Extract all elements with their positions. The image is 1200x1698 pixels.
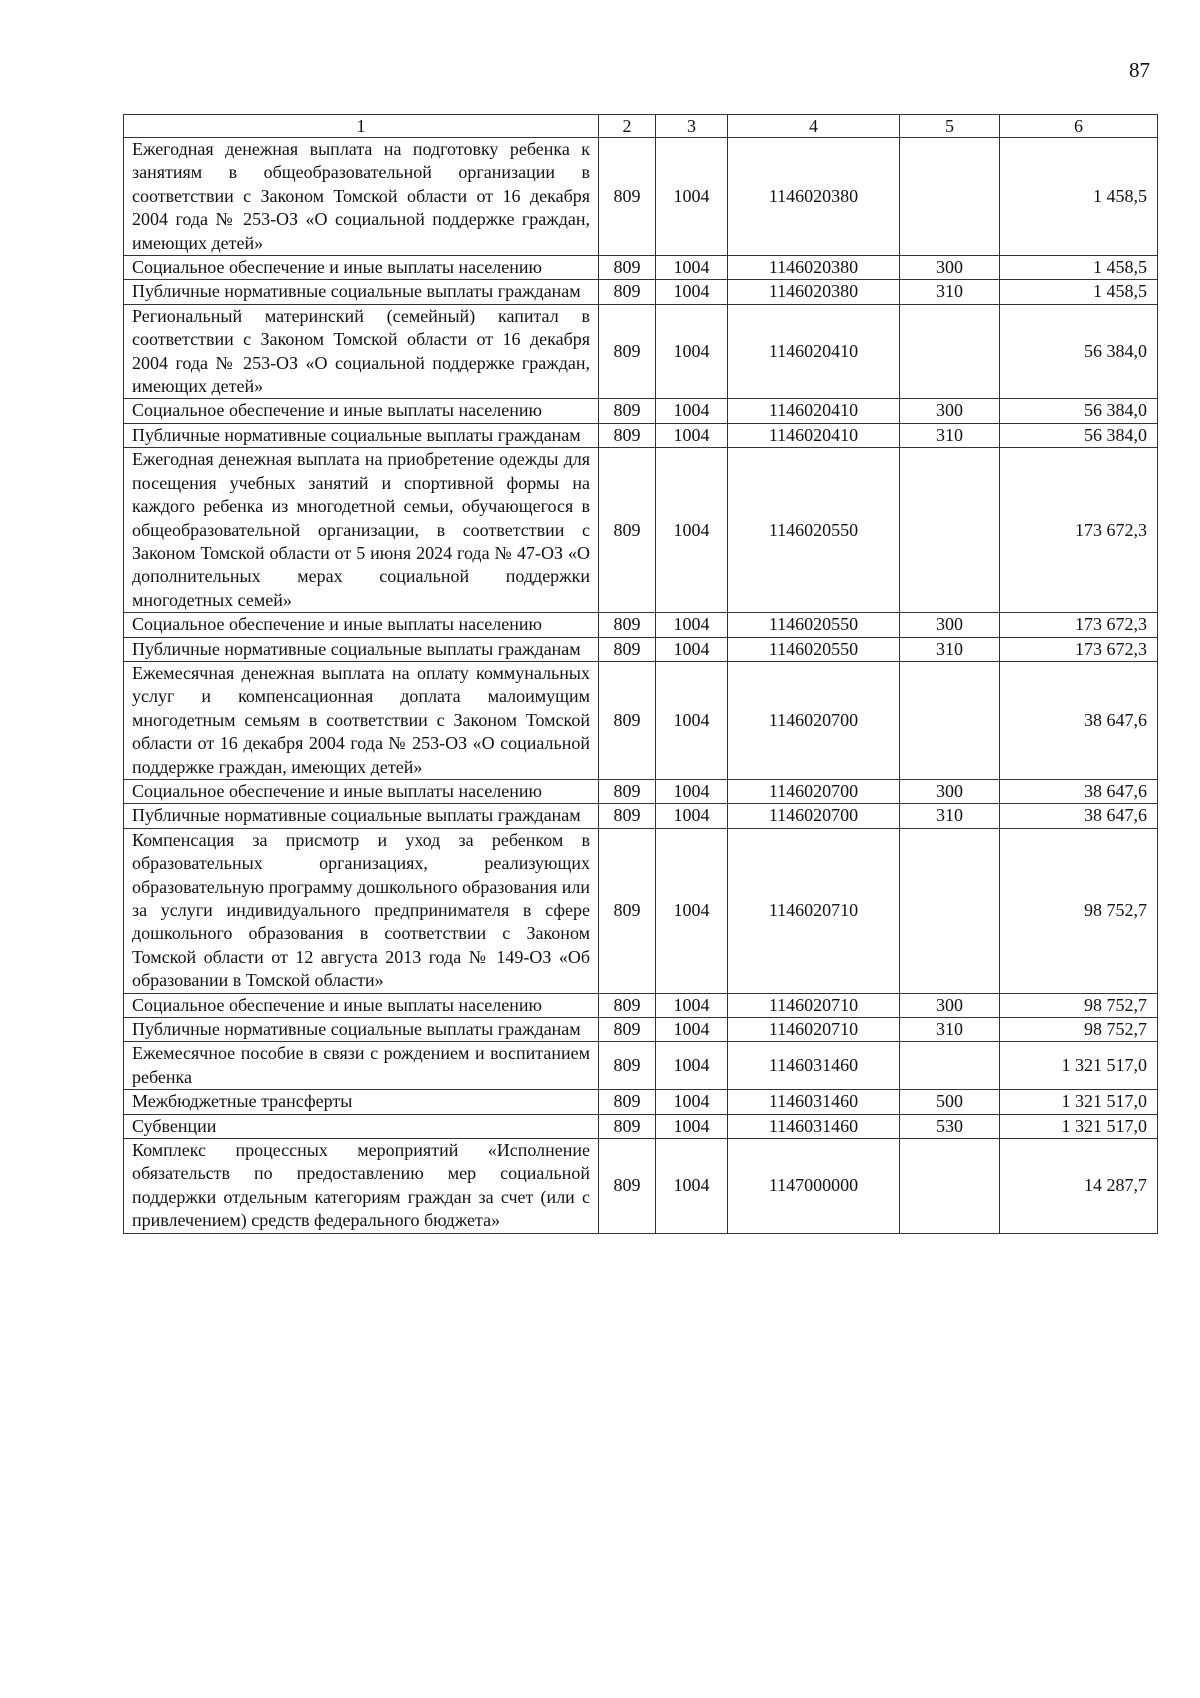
row-name-cell: Социальное обеспечение и иные выплаты населению — [124, 779, 599, 803]
row-amount-cell: 38 647,6 — [1000, 804, 1158, 828]
row-amount-cell: 98 752,7 — [1000, 1018, 1158, 1042]
table-row — [124, 448, 1158, 613]
table-row — [124, 1090, 1158, 1114]
table-row — [124, 804, 1158, 828]
row-rz-cell: 1004 — [656, 1090, 728, 1114]
table-row — [124, 613, 1158, 637]
row-vr-cell: 300 — [900, 399, 1000, 423]
header-cell: 6 — [1000, 115, 1158, 138]
row-amount-cell: 1 458,5 — [1000, 138, 1158, 256]
header-cell: 1 — [124, 115, 599, 138]
row-csr-cell: 1146020710 — [728, 828, 900, 993]
row-csr-cell: 1146031460 — [728, 1042, 900, 1090]
row-vr-cell: 310 — [900, 280, 1000, 304]
table-row — [124, 993, 1158, 1017]
row-gr-cell: 809 — [599, 993, 656, 1017]
row-vr-cell: 300 — [900, 993, 1000, 1017]
row-amount-cell: 98 752,7 — [1000, 828, 1158, 993]
row-gr-cell: 809 — [599, 779, 656, 803]
row-vr-cell — [900, 1139, 1000, 1234]
table-row — [124, 304, 1158, 399]
row-rz-cell: 1004 — [656, 613, 728, 637]
row-gr-cell: 809 — [599, 1042, 656, 1090]
table-row — [124, 1114, 1158, 1138]
row-name-cell: Субвенции — [124, 1114, 599, 1138]
row-amount-cell: 98 752,7 — [1000, 993, 1158, 1017]
row-csr-cell: 1146020380 — [728, 280, 900, 304]
row-rz-cell: 1004 — [656, 661, 728, 779]
row-vr-cell: 530 — [900, 1114, 1000, 1138]
row-rz-cell: 1004 — [656, 637, 728, 661]
row-name-cell: Межбюджетные трансферты — [124, 1090, 599, 1114]
row-csr-cell: 1146020550 — [728, 637, 900, 661]
row-rz-cell: 1004 — [656, 993, 728, 1017]
row-vr-cell: 310 — [900, 1018, 1000, 1042]
row-amount-cell: 38 647,6 — [1000, 779, 1158, 803]
row-gr-cell: 809 — [599, 280, 656, 304]
row-vr-cell: 500 — [900, 1090, 1000, 1114]
row-vr-cell: 310 — [900, 637, 1000, 661]
row-vr-cell: 300 — [900, 256, 1000, 280]
header-cell: 2 — [599, 115, 656, 138]
row-name-cell: Публичные нормативные социальные выплаты гражданам — [124, 1018, 599, 1042]
row-gr-cell: 809 — [599, 828, 656, 993]
row-vr-cell: 300 — [900, 613, 1000, 637]
row-gr-cell: 809 — [599, 661, 656, 779]
row-amount-cell: 1 321 517,0 — [1000, 1114, 1158, 1138]
row-name-cell: Комплекс процессных мероприятий «Исполнение обязательств по предоставлению мер социальной поддержки отдельным категориям граждан за счет (или с привлечением) средств федерального бюджета» — [124, 1139, 599, 1234]
row-name-cell: Публичные нормативные социальные выплаты гражданам — [124, 804, 599, 828]
table-header-row — [124, 115, 1158, 138]
row-amount-cell: 56 384,0 — [1000, 423, 1158, 447]
row-rz-cell: 1004 — [656, 304, 728, 399]
row-csr-cell: 1146020380 — [728, 256, 900, 280]
row-amount-cell: 173 672,3 — [1000, 637, 1158, 661]
row-name-cell: Социальное обеспечение и иные выплаты населению — [124, 993, 599, 1017]
row-csr-cell: 1147000000 — [728, 1139, 900, 1234]
row-csr-cell: 1146031460 — [728, 1090, 900, 1114]
row-csr-cell: 1146020550 — [728, 448, 900, 613]
row-rz-cell: 1004 — [656, 280, 728, 304]
table-row — [124, 1018, 1158, 1042]
row-csr-cell: 1146020710 — [728, 993, 900, 1017]
row-gr-cell: 809 — [599, 1090, 656, 1114]
table-row — [124, 1042, 1158, 1090]
row-vr-cell: 300 — [900, 779, 1000, 803]
row-name-cell: Социальное обеспечение и иные выплаты населению — [124, 399, 599, 423]
row-rz-cell: 1004 — [656, 1139, 728, 1234]
table-row — [124, 828, 1158, 993]
table-row — [124, 779, 1158, 803]
row-gr-cell: 809 — [599, 637, 656, 661]
row-gr-cell: 809 — [599, 304, 656, 399]
header-cell: 4 — [728, 115, 900, 138]
row-amount-cell: 38 647,6 — [1000, 661, 1158, 779]
row-vr-cell — [900, 661, 1000, 779]
row-csr-cell: 1146020410 — [728, 399, 900, 423]
table-row — [124, 399, 1158, 423]
row-gr-cell: 809 — [599, 399, 656, 423]
row-vr-cell — [900, 828, 1000, 993]
row-rz-cell: 1004 — [656, 256, 728, 280]
row-csr-cell: 1146020700 — [728, 779, 900, 803]
row-amount-cell: 1 458,5 — [1000, 256, 1158, 280]
row-vr-cell — [900, 304, 1000, 399]
row-csr-cell: 1146020410 — [728, 423, 900, 447]
row-name-cell: Публичные нормативные социальные выплаты гражданам — [124, 637, 599, 661]
row-rz-cell: 1004 — [656, 804, 728, 828]
row-vr-cell — [900, 448, 1000, 613]
row-rz-cell: 1004 — [656, 1042, 728, 1090]
table-row — [124, 1139, 1158, 1234]
row-rz-cell: 1004 — [656, 1018, 728, 1042]
row-vr-cell — [900, 138, 1000, 256]
row-amount-cell: 56 384,0 — [1000, 399, 1158, 423]
row-csr-cell: 1146020410 — [728, 304, 900, 399]
row-rz-cell: 1004 — [656, 1114, 728, 1138]
row-rz-cell: 1004 — [656, 828, 728, 993]
row-vr-cell — [900, 1042, 1000, 1090]
row-gr-cell: 809 — [599, 1114, 656, 1138]
row-amount-cell: 1 458,5 — [1000, 280, 1158, 304]
row-name-cell: Ежегодная денежная выплата на подготовку ребенка к занятиям в общеобразовательной организации в соответствии с Законом Томской области от 16 декабря 2004 года № 253-ОЗ «О социальной поддержке граждан, имеющих детей» — [124, 138, 599, 256]
row-amount-cell: 14 287,7 — [1000, 1139, 1158, 1234]
row-name-cell: Публичные нормативные социальные выплаты гражданам — [124, 280, 599, 304]
row-csr-cell: 1146031460 — [728, 1114, 900, 1138]
row-name-cell: Ежемесячная денежная выплата на оплату коммунальных услуг и компенсационная доплата малоимущим многодетным семьям в соответствии с Законом Томской области от 16 декабря 2004 года № 253-ОЗ «О социальной поддержке граждан, имеющих детей» — [124, 661, 599, 779]
row-name-cell: Ежегодная денежная выплата на приобретение одежды для посещения учебных занятий и спортивной формы на каждого ребенка из многодетной семьи, обучающегося в общеобразовательной организации, в соответствии с Законом Томской области от 5 июня 2024 года № 47-ОЗ «О дополнительных мерах социальной поддержки многодетных семей» — [124, 448, 599, 613]
row-vr-cell: 310 — [900, 423, 1000, 447]
row-amount-cell: 173 672,3 — [1000, 448, 1158, 613]
row-rz-cell: 1004 — [656, 423, 728, 447]
table-row — [124, 637, 1158, 661]
row-name-cell: Ежемесячное пособие в связи с рождением и воспитанием ребенка — [124, 1042, 599, 1090]
row-gr-cell: 809 — [599, 1139, 656, 1234]
row-gr-cell: 809 — [599, 804, 656, 828]
row-csr-cell: 1146020700 — [728, 661, 900, 779]
row-rz-cell: 1004 — [656, 448, 728, 613]
row-rz-cell: 1004 — [656, 138, 728, 256]
row-vr-cell: 310 — [900, 804, 1000, 828]
row-csr-cell: 1146020380 — [728, 138, 900, 256]
row-name-cell: Компенсация за присмотр и уход за ребенком в образовательных организациях, реализующих образовательную программу дошкольного образования или за услуги индивидуального предпринимателя в сфере дошкольного образования в соответствии с Законом Томской области от 12 августа 2013 года № 149-ОЗ «Об образовании в Томской области» — [124, 828, 599, 993]
header-cell: 3 — [656, 115, 728, 138]
row-gr-cell: 809 — [599, 138, 656, 256]
row-gr-cell: 809 — [599, 423, 656, 447]
row-gr-cell: 809 — [599, 256, 656, 280]
row-name-cell: Социальное обеспечение и иные выплаты населению — [124, 613, 599, 637]
header-cell: 5 — [900, 115, 1000, 138]
table-row — [124, 256, 1158, 280]
row-amount-cell: 1 321 517,0 — [1000, 1090, 1158, 1114]
row-rz-cell: 1004 — [656, 399, 728, 423]
row-name-cell: Социальное обеспечение и иные выплаты населению — [124, 256, 599, 280]
table-row — [124, 661, 1158, 779]
table-row — [124, 280, 1158, 304]
row-rz-cell: 1004 — [656, 779, 728, 803]
row-gr-cell: 809 — [599, 448, 656, 613]
row-amount-cell: 56 384,0 — [1000, 304, 1158, 399]
row-csr-cell: 1146020700 — [728, 804, 900, 828]
row-amount-cell: 173 672,3 — [1000, 613, 1158, 637]
row-csr-cell: 1146020550 — [728, 613, 900, 637]
page-number: 87 — [1129, 58, 1150, 82]
row-name-cell: Публичные нормативные социальные выплаты гражданам — [124, 423, 599, 447]
row-amount-cell: 1 321 517,0 — [1000, 1042, 1158, 1090]
table-row — [124, 138, 1158, 256]
row-gr-cell: 809 — [599, 613, 656, 637]
row-gr-cell: 809 — [599, 1018, 656, 1042]
row-csr-cell: 1146020710 — [728, 1018, 900, 1042]
budget-table — [123, 114, 1158, 1234]
row-name-cell: Региональный материнский (семейный) капитал в соответствии с Законом Томской области от 16 декабря 2004 года № 253-ОЗ «О социальной поддержке граждан, имеющих детей» — [124, 304, 599, 399]
table-row — [124, 423, 1158, 447]
